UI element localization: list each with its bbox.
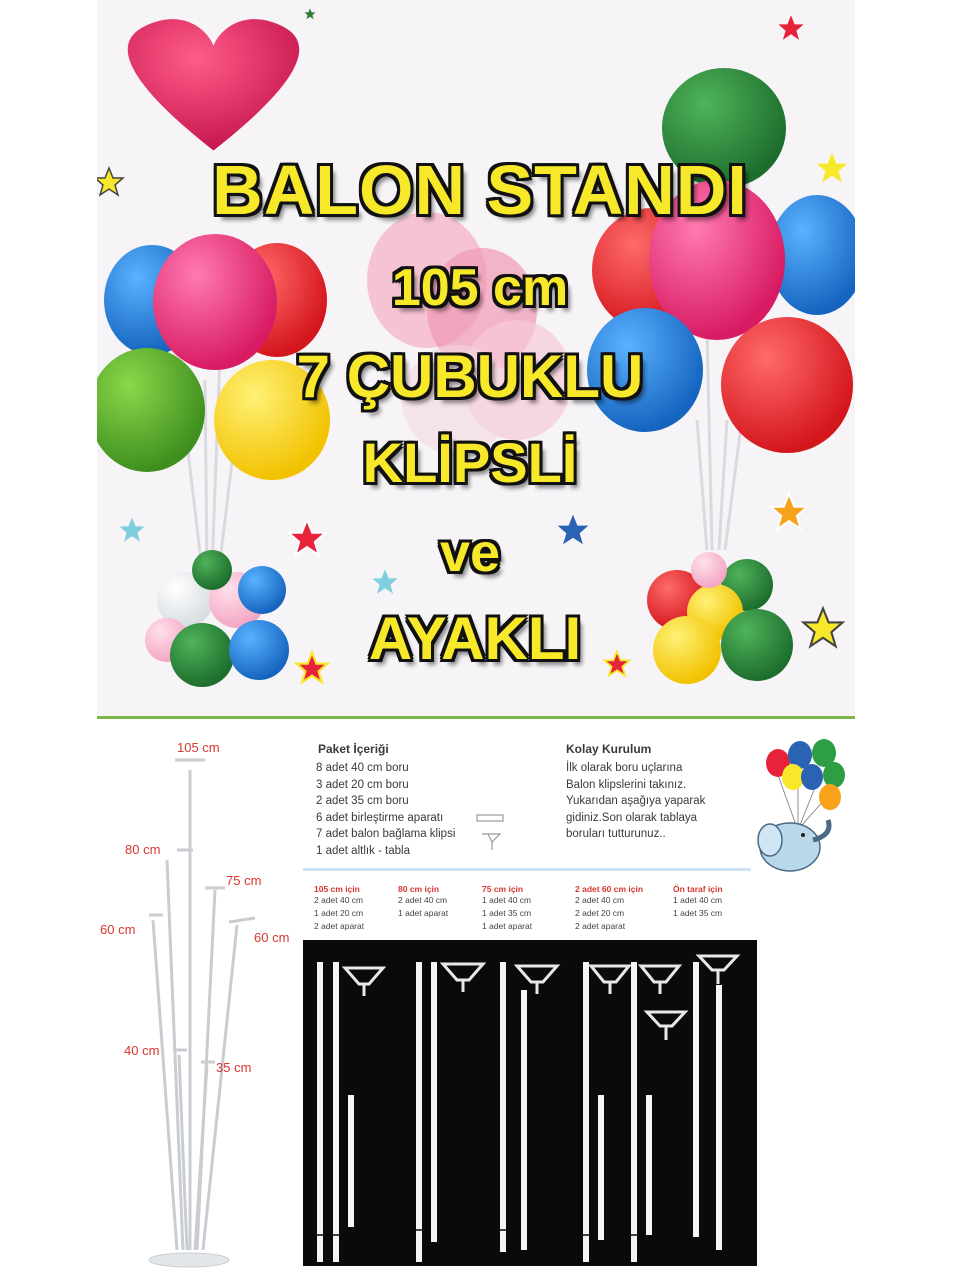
part-column-105 bbox=[314, 884, 364, 933]
height-label-75: 75 cm bbox=[226, 873, 262, 888]
section-divider bbox=[97, 716, 855, 719]
setup-line: Yukarıdan aşağıya yaparak bbox=[566, 795, 706, 807]
part-line: 1 adet 35 cm bbox=[482, 908, 532, 918]
part-line: 2 adet aparat bbox=[575, 921, 626, 931]
setup-line: İlk olarak boru uçlarına bbox=[566, 762, 683, 774]
part-line: 2 adet 40 cm bbox=[314, 895, 364, 905]
poster-and: ve bbox=[439, 523, 501, 583]
package-item: 1 adet altlık - tabla bbox=[316, 844, 410, 857]
part-line: 1 adet 35 cm bbox=[673, 908, 723, 918]
height-label-35: 35 cm bbox=[216, 1060, 252, 1075]
height-label-105: 105 cm bbox=[177, 740, 220, 755]
part-line: 2 adet 40 cm bbox=[575, 895, 625, 905]
part-column-75 bbox=[482, 884, 532, 933]
setup-text bbox=[566, 760, 705, 843]
setup-line: Balon klipslerini takınız. bbox=[566, 778, 687, 791]
poster-title: BALON STANDI bbox=[212, 151, 748, 229]
parts-photo bbox=[303, 940, 757, 1266]
part-line: 1 adet 40 cm bbox=[482, 895, 532, 905]
height-label-60-left: 60 cm bbox=[100, 922, 136, 937]
poster-legs: AYAKLI bbox=[368, 605, 582, 672]
package-item: 8 adet 40 cm boru bbox=[316, 762, 409, 774]
part-line: 2 adet 20 cm bbox=[575, 908, 625, 918]
part-line: 2 adet 40 cm bbox=[398, 895, 448, 905]
clip-cups bbox=[345, 956, 737, 1040]
parts-photo-panel bbox=[303, 940, 757, 1266]
part-column-front bbox=[673, 884, 723, 920]
setup-title: Kolay Kurulum bbox=[566, 742, 652, 756]
part-line: 1 adet 20 cm bbox=[314, 908, 364, 918]
part-line: 1 adet aparat bbox=[398, 908, 449, 918]
parts-columns bbox=[0, 884, 960, 940]
setup-line: boruları tutturunuz.. bbox=[566, 828, 666, 840]
package-list bbox=[316, 760, 455, 859]
package-title: Paket İçeriği bbox=[318, 742, 389, 756]
package-item: 2 adet 35 cm boru bbox=[316, 795, 409, 807]
elephant-balloons-icon bbox=[748, 735, 852, 880]
stand-diagram bbox=[97, 730, 307, 1280]
height-label-60-right: 60 cm bbox=[254, 930, 290, 945]
poster-size: 105 cm bbox=[391, 259, 569, 317]
part-column-60 bbox=[575, 884, 643, 933]
part-title: 2 adet 60 cm için bbox=[575, 884, 644, 894]
part-title: Ön taraf için bbox=[673, 884, 723, 894]
poster-rods: 7 ÇUBUKLU bbox=[296, 343, 644, 410]
part-title: 80 cm için bbox=[398, 884, 440, 894]
package-item: 7 adet balon bağlama klipsi bbox=[316, 828, 456, 840]
package-item: 6 adet birleştirme aparatı bbox=[316, 811, 444, 824]
poster-clips: KLİPSLİ bbox=[362, 431, 578, 494]
part-title: 75 cm için bbox=[482, 884, 524, 894]
connector-icon bbox=[476, 812, 506, 852]
setup-line: gidiniz.Son olarak tablaya bbox=[566, 811, 698, 824]
part-title: 105 cm için bbox=[314, 884, 360, 894]
info-separator bbox=[303, 868, 751, 871]
part-line: 1 adet aparat bbox=[482, 921, 533, 931]
height-label-80: 80 cm bbox=[125, 842, 161, 857]
part-line: 2 adet aparat bbox=[314, 921, 365, 931]
part-column-80 bbox=[398, 884, 448, 920]
package-item: 3 adet 20 cm boru bbox=[316, 778, 409, 791]
part-line: 1 adet 40 cm bbox=[673, 895, 723, 905]
height-label-40: 40 cm bbox=[124, 1043, 160, 1058]
